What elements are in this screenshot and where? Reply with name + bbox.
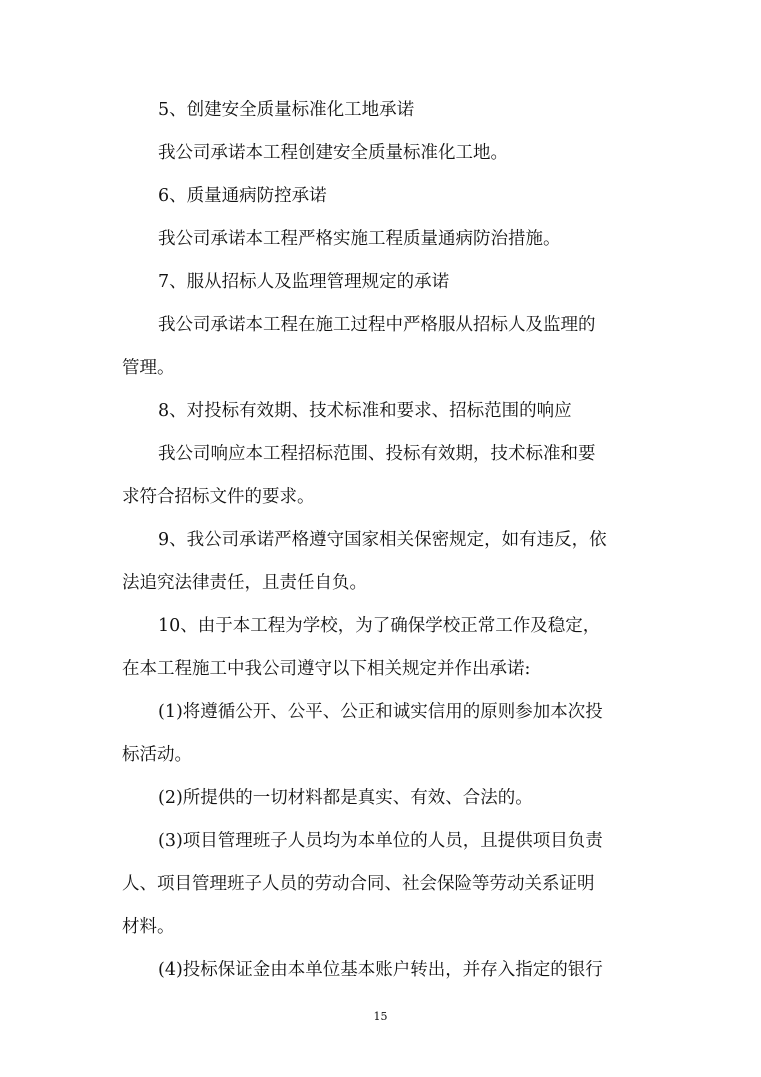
paragraph-line: 我公司响应本工程招标范围、投标有效期，技术标准和要 — [158, 444, 596, 464]
heading-item-6: 6、质量通病防控承诺 — [158, 186, 327, 206]
paragraph-line: (4)投标保证金由本单位基本账户转出，并存入指定的银行 — [158, 960, 603, 980]
paragraph-line: 管理。 — [122, 358, 175, 378]
paragraph-line: 9、我公司承诺严格遵守国家相关保密规定，如有违反，依 — [158, 530, 607, 550]
page-number: 15 — [373, 1010, 388, 1023]
paragraph-line: 法追究法律责任，且责任自负。 — [122, 573, 367, 593]
paragraph-line: 在本工程施工中我公司遵守以下相关规定并作出承诺: — [122, 659, 531, 679]
paragraph-line: 人、项目管理班子人员的劳动合同、社会保险等劳动关系证明 — [122, 874, 595, 894]
paragraph-line: 10、由于本工程为学校，为了确保学校正常工作及稳定， — [158, 616, 601, 636]
paragraph-line: (3)项目管理班子人员均为本单位的人员，且提供项目负责 — [158, 831, 603, 851]
paragraph-line: 材料。 — [122, 917, 175, 937]
paragraph-line: 求符合招标文件的要求。 — [122, 487, 315, 507]
paragraph-line: (1)将遵循公开、公平、公正和诚实信用的原则参加本次投 — [158, 702, 603, 722]
paragraph-line: 我公司承诺本工程在施工过程中严格服从招标人及监理的 — [158, 315, 596, 335]
heading-item-8: 8、对投标有效期、技术标准和要求、招标范围的响应 — [158, 401, 572, 421]
heading-item-7: 7、服从招标人及监理管理规定的承诺 — [158, 272, 450, 292]
paragraph-line: 我公司承诺本工程严格实施工程质量通病防治措施。 — [158, 229, 561, 249]
heading-item-5: 5、创建安全质量标准化工地承诺 — [158, 100, 415, 120]
paragraph-line: 我公司承诺本工程创建安全质量标准化工地。 — [158, 143, 508, 163]
paragraph-line: 标活动。 — [122, 745, 192, 765]
paragraph-line: (2)所提供的一切材料都是真实、有效、合法的。 — [158, 788, 533, 808]
